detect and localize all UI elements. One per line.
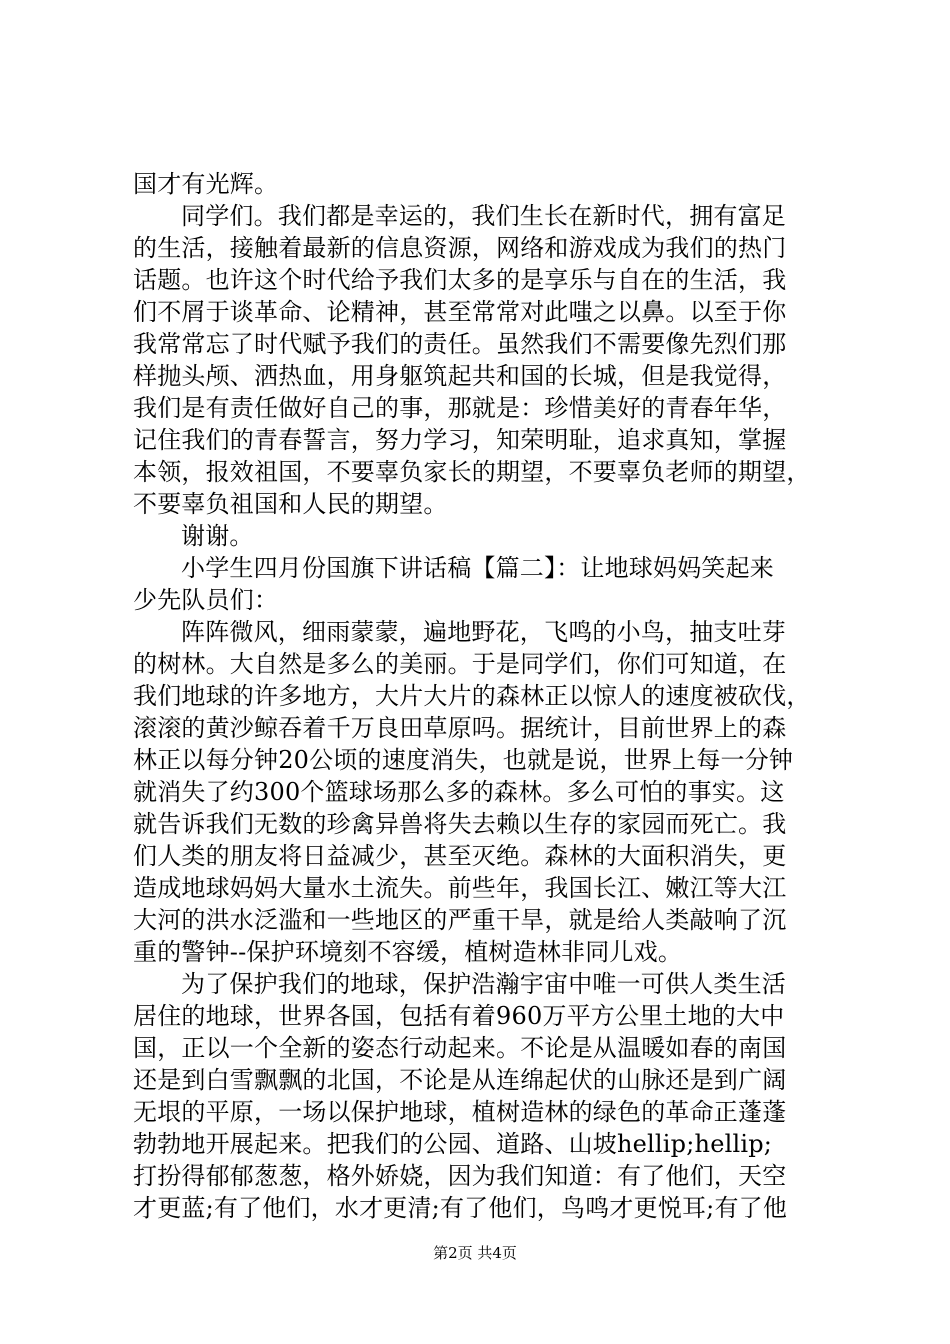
- text-line: 我们地球的许多地方，大片大片的森林正以惊人的速度被砍伐，: [133, 682, 811, 710]
- text-line: 话题。也许这个时代给予我们太多的是享乐与自在的生活，我: [133, 266, 787, 294]
- text-line: 重的警钟--保护环境刻不容缓，植树造林非同儿戏。: [133, 938, 683, 966]
- page-footer: [0, 1243, 950, 1263]
- text-line: 打扮得郁郁葱葱，格外娇娆，因为我们知道：有了他们，天空: [133, 1162, 787, 1190]
- text-line: 们不屑于谈革命、论精神，甚至常常对此嗤之以鼻。以至于你: [133, 298, 787, 326]
- text-line: 记住我们的青春誓言，努力学习，知荣明耻，追求真知，掌握: [133, 426, 787, 454]
- text-line: 本领，报效祖国，不要辜负家长的期望，不要辜负老师的期望，: [133, 458, 811, 486]
- text-line: 不要辜负祖国和人民的期望。: [133, 490, 448, 518]
- text-line: 大河的洪水泛滥和一些地区的严重干旱，就是给人类敲响了沉: [133, 906, 787, 934]
- text-line: 就消失了约300个篮球场那么多的森林。多么可怕的事实。这: [133, 778, 785, 806]
- text-line: 就告诉我们无数的珍禽异兽将失去赖以生存的家园而死亡。我: [133, 810, 787, 838]
- text-line: 小学生四月份国旗下讲话稿【篇二】：让地球妈妈笑起来: [181, 554, 774, 582]
- text-line: 少先队员们：: [133, 586, 279, 614]
- text-line: 无垠的平原，一场以保护地球，植树造林的绿色的革命正蓬蓬: [133, 1098, 787, 1126]
- text-line: 阵阵微风，细雨蒙蒙，遍地野花，飞鸣的小鸟，抽支吐芽: [181, 618, 786, 646]
- text-line: 林正以每分钟20公顷的速度消失，也就是说，世界上每一分钟: [133, 746, 794, 774]
- document-body: [133, 168, 833, 1224]
- text-line: 样抛头颅、洒热血，用身躯筑起共和国的长城，但是我觉得，: [133, 362, 787, 390]
- text-line: 国，正以一个全新的姿态行动起来。不论是从温暖如春的南国: [133, 1034, 787, 1062]
- text-line: 国才有光辉。: [133, 170, 279, 198]
- text-line: 们人类的朋友将日益减少，甚至灭绝。森林的大面积消失，更: [133, 842, 787, 870]
- text-line: 的树林。大自然是多么的美丽。于是同学们，你们可知道，在: [133, 650, 787, 678]
- page-number: 第2页 共4页: [433, 1244, 517, 1262]
- text-line: 居住的地球，世界各国，包括有着960万平方公里土地的大中: [133, 1002, 785, 1030]
- text-line: 滚滚的黄沙鲸吞着千万良田草原吗。据统计，目前世界上的森: [133, 714, 787, 742]
- text-line: 谢谢。: [181, 522, 254, 550]
- text-line: 我们是有责任做好自己的事，那就是：珍惜美好的青春年华，: [133, 394, 787, 422]
- text-line: 我常常忘了时代赋予我们的责任。虽然我们不需要像先烈们那: [133, 330, 787, 358]
- text-line: 勃勃地开展起来。把我们的公园、道路、山坡hellip;hellip;: [133, 1130, 773, 1158]
- text-line: 才更蓝;有了他们，水才更清;有了他们，鸟鸣才更悦耳;有了他: [133, 1194, 788, 1222]
- text-line: 同学们。我们都是幸运的，我们生长在新时代，拥有富足: [181, 202, 786, 230]
- text-line: 的生活，接触着最新的信息资源，网络和游戏成为我们的热门: [133, 234, 787, 262]
- text-line: 还是到白雪飘飘的北国，不论是从连绵起伏的山脉还是到广阔: [133, 1066, 787, 1094]
- text-line: 造成地球妈妈大量水土流失。前些年，我国长江、嫩江等大江: [133, 874, 787, 902]
- text-line: 为了保护我们的地球，保护浩瀚宇宙中唯一可供人类生活: [181, 970, 786, 998]
